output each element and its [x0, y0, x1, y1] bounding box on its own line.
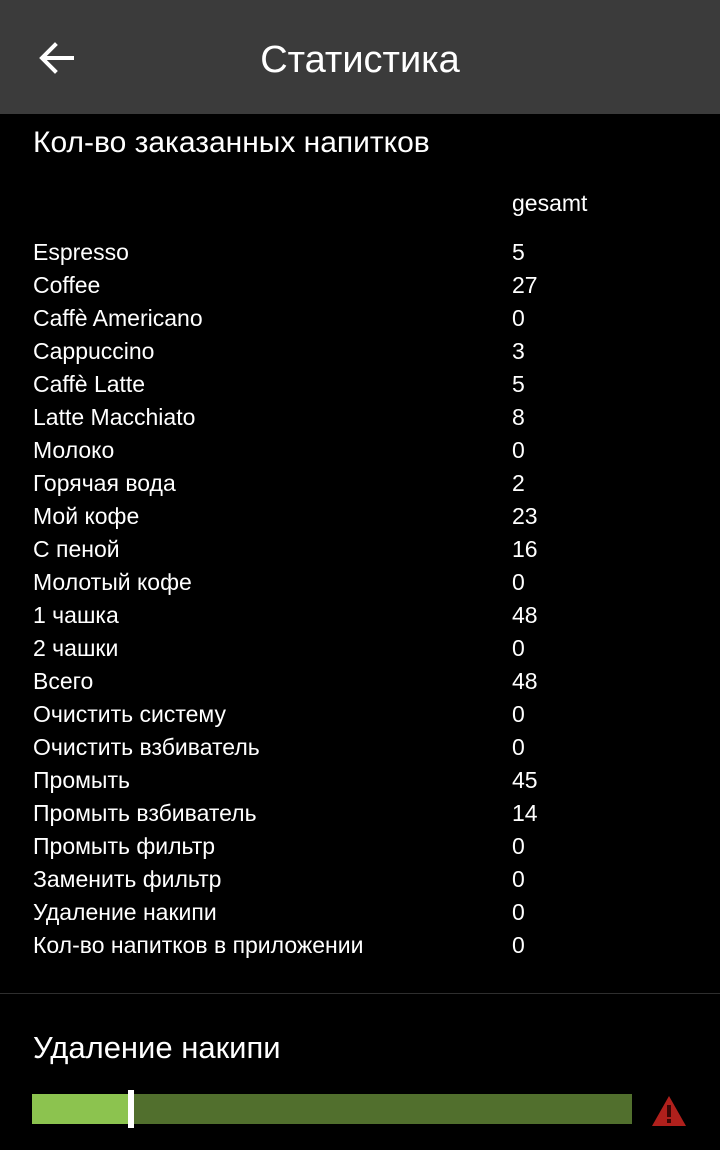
descale-title: Удаление накипи — [33, 1030, 281, 1065]
stat-row — [33, 533, 693, 566]
stat-label: Caffè Latte — [33, 371, 146, 397]
stat-value: 16 — [512, 536, 538, 562]
stat-row — [33, 830, 693, 863]
stat-label: Espresso — [33, 239, 129, 265]
stat-row — [33, 599, 693, 632]
stat-row — [33, 467, 693, 500]
stat-label: Промыть взбиватель — [33, 800, 257, 826]
stat-label: Молотый кофе — [33, 569, 192, 595]
stat-row — [33, 269, 693, 302]
stat-row — [33, 632, 693, 665]
stat-label: С пеной — [33, 536, 120, 562]
stat-row — [33, 401, 693, 434]
stat-row — [33, 335, 693, 368]
stat-row — [33, 500, 693, 533]
stat-row — [33, 797, 693, 830]
stat-value: 48 — [512, 668, 538, 694]
section-title-drinks: Кол-во заказанных напитков — [33, 126, 430, 159]
stat-row — [33, 302, 693, 335]
stat-label: 2 чашки — [33, 635, 119, 661]
app-bar — [0, 0, 720, 114]
stat-label: Удаление накипи — [33, 899, 217, 925]
stat-label: Всего — [33, 668, 94, 694]
stat-label: Горячая вода — [33, 470, 176, 496]
stat-label: Очистить систему — [33, 701, 226, 727]
stat-row — [33, 236, 693, 269]
stat-label: Молоко — [33, 437, 115, 463]
stat-value: 5 — [512, 371, 525, 397]
stat-value: 5 — [512, 239, 525, 265]
descale-progress-fill — [32, 1094, 128, 1124]
stat-row — [33, 434, 693, 467]
stat-value: 0 — [512, 899, 525, 925]
stat-label: Промыть фильтр — [33, 833, 216, 859]
stat-label: Latte Macchiato — [33, 404, 196, 430]
stat-row — [33, 665, 693, 698]
stat-label: Caffè Americano — [33, 305, 203, 331]
stat-value: 3 — [512, 338, 525, 364]
stats-list — [33, 236, 693, 962]
stat-row — [33, 764, 693, 797]
descale-progress-marker — [128, 1090, 134, 1128]
stat-row — [33, 863, 693, 896]
stat-value: 0 — [512, 866, 525, 892]
stat-label: Очистить взбиватель — [33, 734, 260, 760]
stat-value: 23 — [512, 503, 538, 529]
stat-value: 0 — [512, 833, 525, 859]
stat-row — [33, 896, 693, 929]
stat-row — [33, 731, 693, 764]
stat-value: 45 — [512, 767, 538, 793]
stat-row — [33, 698, 693, 731]
section-divider — [0, 993, 720, 994]
stat-value: 0 — [512, 437, 525, 463]
stat-value: 2 — [512, 470, 525, 496]
stat-value: 0 — [512, 932, 525, 958]
stat-label: Мой кофе — [33, 503, 140, 529]
stat-value: 0 — [512, 569, 525, 595]
stat-label: Cappuccino — [33, 338, 155, 364]
stat-value: 0 — [512, 305, 525, 331]
descale-progress-bar — [32, 1094, 632, 1124]
warning-triangle-icon — [650, 1094, 688, 1128]
page-title: Статистика — [260, 39, 460, 81]
stat-label: Заменить фильтр — [33, 866, 222, 892]
stat-label: Coffee — [33, 272, 101, 298]
stat-value: 14 — [512, 800, 538, 826]
stat-value: 0 — [512, 734, 525, 760]
stat-value: 48 — [512, 602, 538, 628]
stat-label: 1 чашка — [33, 602, 119, 628]
stat-row — [33, 929, 693, 962]
column-header-total: gesamt — [512, 190, 588, 216]
stat-value: 8 — [512, 404, 525, 430]
stat-row — [33, 368, 693, 401]
stat-value: 27 — [512, 272, 538, 298]
stat-value: 0 — [512, 701, 525, 727]
stat-value: 0 — [512, 635, 525, 661]
stat-label: Кол-во напитков в приложении — [33, 932, 364, 958]
stat-row — [33, 566, 693, 599]
stat-label: Промыть — [33, 767, 130, 793]
